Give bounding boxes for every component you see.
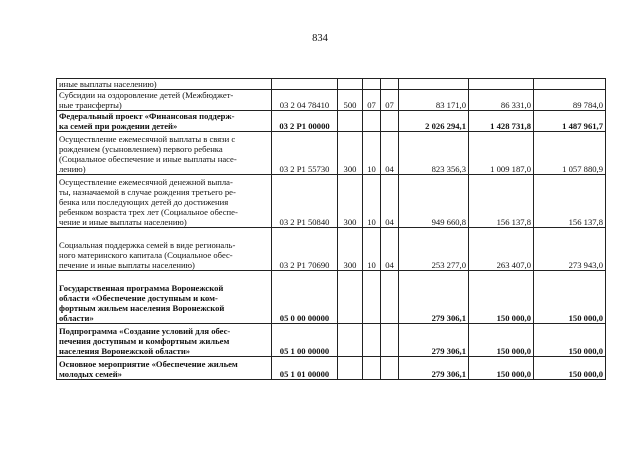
row-name-cell <box>57 79 272 90</box>
row-name-cell <box>57 324 272 357</box>
expense-type-cell: 300 <box>338 132 363 175</box>
section-cell: 10 <box>363 175 381 228</box>
row-name-cell <box>57 271 272 324</box>
subsection-cell: 04 <box>381 228 399 271</box>
target-article-cell: 03 2 Р1 50840 <box>272 175 338 228</box>
row-name-line: области «Обеспечение доступным и ком- <box>59 293 218 304</box>
table-row <box>57 357 606 380</box>
row-name-cell <box>57 90 272 111</box>
year-1-amount-cell: 823 356,3 <box>399 132 469 175</box>
target-article-cell: 03 2 Р1 55730 <box>272 132 338 175</box>
row-name-line: ты, назначаемой в случае рождения третьего ре- <box>59 187 236 198</box>
section-cell: 10 <box>363 132 381 175</box>
year-3-amount-cell: 150 000,0 <box>534 271 606 324</box>
subsection-cell: 04 <box>381 175 399 228</box>
row-name-line: ребенком возраста трех лет (Социальное обеспе- <box>59 207 238 218</box>
expense-type-cell: 500 <box>338 90 363 111</box>
row-name-line: молодых семей» <box>59 369 122 380</box>
table-row <box>57 324 606 357</box>
row-name-line: Осуществление ежемесячной выплаты в связи с <box>59 134 236 145</box>
table-row <box>57 90 606 111</box>
subsection-cell <box>381 79 399 90</box>
year-2-amount-cell: 1 428 731,8 <box>469 111 534 132</box>
year-2-amount-cell: 150 000,0 <box>469 357 534 380</box>
row-name-cell <box>57 228 272 271</box>
row-name-line: печения доступным и комфортным жильем <box>59 336 230 347</box>
table-body <box>57 79 606 380</box>
target-article-cell: 03 2 Р1 00000 <box>272 111 338 132</box>
year-2-amount-cell: 1 009 187,0 <box>469 132 534 175</box>
row-name-line: Осуществление ежемесячной денежной выпла- <box>59 177 233 187</box>
row-name-cell <box>57 132 272 175</box>
expense-type-cell: 300 <box>338 228 363 271</box>
row-name-cell <box>57 111 272 132</box>
budget-table <box>56 78 606 380</box>
subsection-cell <box>381 324 399 357</box>
row-name-line: (Социальное обеспечение и иные выплаты насе- <box>59 154 237 165</box>
year-1-amount-cell: 253 277,0 <box>399 228 469 271</box>
table-row <box>57 132 606 175</box>
subsection-cell <box>381 271 399 324</box>
row-name-line: ка семей при рождении детей» <box>59 121 178 132</box>
year-3-amount-cell: 156 137,8 <box>534 175 606 228</box>
expense-type-cell: 300 <box>338 175 363 228</box>
year-1-amount-cell: 279 306,1 <box>399 324 469 357</box>
year-2-amount-cell: 150 000,0 <box>469 324 534 357</box>
target-article-cell: 03 2 04 78410 <box>272 90 338 111</box>
row-name-line: бенка или последующих детей до достижения <box>59 197 229 208</box>
row-name-line: Подпрограмма «Создание условий для обес- <box>59 326 231 337</box>
year-2-amount-cell <box>469 79 534 90</box>
year-3-amount-cell: 273 943,0 <box>534 228 606 271</box>
target-article-cell: 05 1 01 00000 <box>272 357 338 380</box>
row-name-line: ного материнского капитала (Социальное обес- <box>59 250 233 261</box>
section-cell <box>363 271 381 324</box>
year-1-amount-cell: 2 026 294,1 <box>399 111 469 132</box>
year-3-amount-cell: 89 784,0 <box>534 90 606 111</box>
row-name-line: чение и иные выплаты населению) <box>59 217 187 228</box>
table-row <box>57 228 606 271</box>
year-3-amount-cell: 1 487 961,7 <box>534 111 606 132</box>
year-1-amount-cell: 279 306,1 <box>399 271 469 324</box>
year-3-amount-cell: 150 000,0 <box>534 357 606 380</box>
section-cell: 10 <box>363 228 381 271</box>
year-1-amount-cell: 949 660,8 <box>399 175 469 228</box>
row-name-line: рождением (усыновлением) первого ребенка <box>59 144 223 155</box>
section-cell <box>363 357 381 380</box>
row-name-line: Государственная программа Воронежской <box>59 283 224 294</box>
section-cell <box>363 324 381 357</box>
row-name-line: Федеральный проект «Финансовая поддерж- <box>59 111 235 122</box>
year-3-amount-cell <box>534 79 606 90</box>
row-name-line: Основное мероприятие «Обеспечение жильем <box>59 359 238 370</box>
expense-type-cell <box>338 324 363 357</box>
table-row <box>57 111 606 132</box>
year-1-amount-cell <box>399 79 469 90</box>
row-name-line: Социальная поддержка семей в виде региональ- <box>59 240 236 251</box>
row-name-line: Субсидии на оздоровление детей (Межбюджет- <box>59 90 234 101</box>
row-name-line: фортным жильем населения Воронежской <box>59 303 225 314</box>
target-article-cell: 05 0 00 00000 <box>272 271 338 324</box>
subsection-cell <box>381 357 399 380</box>
target-article-cell: 05 1 00 00000 <box>272 324 338 357</box>
section-cell: 07 <box>363 90 381 111</box>
subsection-cell: 04 <box>381 132 399 175</box>
subsection-cell: 07 <box>381 90 399 111</box>
target-article-cell: 03 2 Р1 70690 <box>272 228 338 271</box>
row-name-line: иные выплаты населению) <box>59 79 157 89</box>
row-name-line: лению) <box>59 164 86 175</box>
row-name-line: населения Воронежской области» <box>59 346 191 357</box>
year-2-amount-cell: 150 000,0 <box>469 271 534 324</box>
expense-type-cell <box>338 271 363 324</box>
section-cell <box>363 111 381 132</box>
subsection-cell <box>381 111 399 132</box>
year-2-amount-cell: 86 331,0 <box>469 90 534 111</box>
expense-type-cell <box>338 79 363 90</box>
row-name-cell <box>57 357 272 380</box>
table-row <box>57 271 606 324</box>
table-row <box>57 79 606 90</box>
year-2-amount-cell: 263 407,0 <box>469 228 534 271</box>
page-number: 834 <box>312 33 328 44</box>
year-1-amount-cell: 83 171,0 <box>399 90 469 111</box>
expense-type-cell <box>338 357 363 380</box>
year-2-amount-cell: 156 137,8 <box>469 175 534 228</box>
table-row <box>57 175 606 228</box>
year-3-amount-cell: 150 000,0 <box>534 324 606 357</box>
row-name-cell <box>57 175 272 228</box>
row-name-line: области» <box>59 313 94 324</box>
row-name-line: ные трансферты) <box>59 100 122 111</box>
year-1-amount-cell: 279 306,1 <box>399 357 469 380</box>
target-article-cell <box>272 79 338 90</box>
section-cell <box>363 79 381 90</box>
expense-type-cell <box>338 111 363 132</box>
row-name-line: печение и иные выплаты населению) <box>59 260 195 271</box>
year-3-amount-cell: 1 057 880,9 <box>534 132 606 175</box>
